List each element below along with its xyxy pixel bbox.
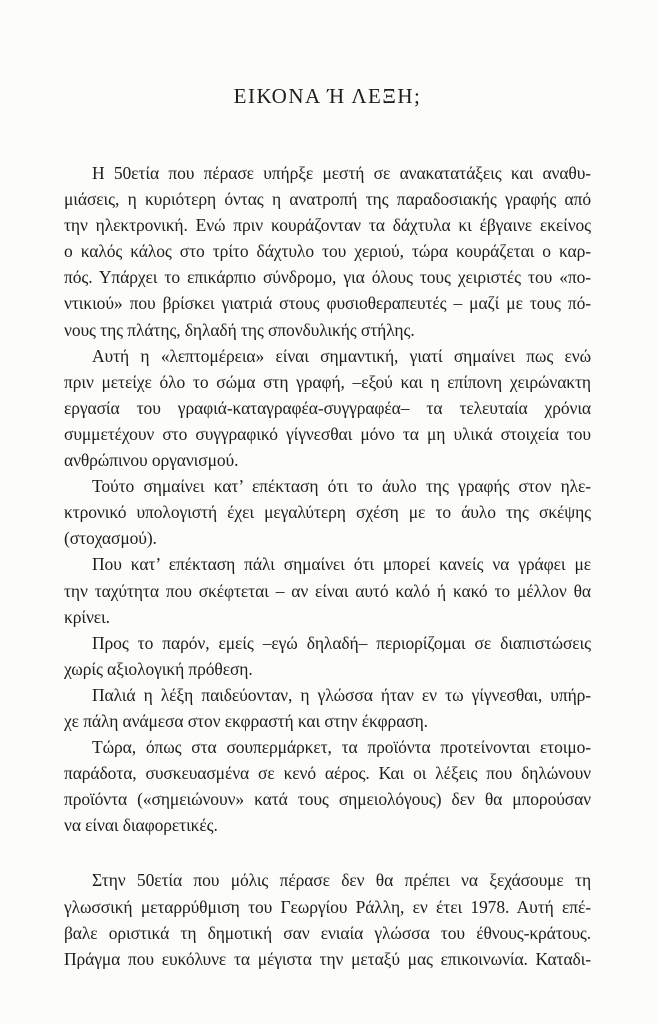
text-line: μιάσεις, η κυριότερη όντας η ανατροπή της παραδοσιακής γραφής από	[64, 189, 591, 210]
paragraph	[64, 682, 591, 734]
text-line: να είναι διαφορετικές.	[64, 815, 218, 836]
paragraph	[64, 551, 591, 629]
text-line: εργασία του γραφιά-καταγραφέα-συγγραφέα– τα τελευταία χρόνια	[64, 397, 591, 418]
text-line: Παλιά η λέξη παιδεύονταν, η γλώσσα ήταν εν τω γίγνεσθαι, υπήρ-	[92, 684, 591, 705]
text-line: γλωσσική μεταρρύθμιση του Γεωργίου Ράλλη, εν έτει 1978. Αυτή επέ-	[64, 896, 591, 917]
text-line: Που κατ’ επέκταση πάλι σημαίνει ότι μπορεί κανείς να γράφει με	[92, 554, 591, 575]
text-line: ντικιού» που βρίσκει γιατριά στους φυσιοθεραπευτές – μαζί με τους πό-	[64, 293, 591, 314]
paragraph	[64, 867, 591, 971]
text-line: χε πάλη ανάμεσα στον εκφραστή και στην έκφραση.	[64, 710, 428, 731]
text-line: παράδοτα, συσκευασμένα σε κενό αέρος. Και οι λέξεις που δηλώνουν	[64, 763, 591, 784]
text-line: ο καλός κάλος στο τρίτο δάχτυλο του χεριού, τώρα κουράζεται ο καρ-	[64, 241, 591, 262]
text-line: Πράγμα που ευκόλυνε τα μέγιστα την μεταξύ μας επικοινωνία. Καταδι-	[64, 948, 591, 969]
text-line: ανθρώπινου οργανισμού.	[64, 450, 239, 471]
text-line: πριν μετείχε όλο το σώμα στη γραφή, –εξού και η επίπονη χειρώνακτη	[64, 371, 591, 392]
text-line: προϊόντα («σημειώνουν» κατά τους σημειολόγους) δεν θα μπορούσαν	[64, 789, 591, 810]
text-line: την ταχύτητα που σκέφτεται – αν είναι αυτό καλό ή κακό το μέλλον θα	[64, 580, 591, 601]
text-line: κρίνει.	[64, 606, 110, 627]
text-line: Η 50ετία που πέρασε υπήρξε μεστή σε ανακατατάξεις και αναθυ-	[92, 163, 591, 183]
page-title: ΕΙΚΟΝΑ Ή ΛΕΞΗ;	[233, 84, 422, 108]
text-line: Αυτή η «λεπτομέρεια» είναι σημαντική, γιατί σημαίνει πως ενώ	[92, 345, 591, 366]
paragraph	[64, 343, 591, 473]
text-line: συμμετέχουν στο συγγραφικό γίγνεσθαι μόνο τα μη υλικά στοιχεία του	[64, 423, 591, 444]
text-line: Τούτο σημαίνει κατ’ επέκταση ότι το άυλο της γραφής στον ηλε-	[92, 476, 591, 497]
paragraph	[64, 630, 591, 682]
paragraph	[64, 160, 591, 343]
text-line: (στοχασμού).	[64, 528, 157, 549]
text-line: την ηλεκτρονική. Ενώ πριν κουράζονταν τα δάχτυλα κι έβγαινε εκείνος	[64, 215, 591, 236]
text-line: κτρονικό υπολογιστή έχει μεγαλύτερη σχέση με το άυλο της σκέψης	[64, 502, 591, 523]
body-text	[64, 160, 591, 972]
text-line: Προς το παρόν, εμείς –εγώ δηλαδή– περιορίζομαι σε διαπιστώσεις	[92, 632, 591, 653]
text-line: νους της πλάτης, δηλαδή της σπονδυλικής στήλης.	[64, 319, 415, 340]
text-line: πός. Υπάρχει το επικάρπιο σύνδρομο, για όλους τους χειριστές του «πο-	[64, 267, 591, 288]
text-line: χωρίς αξιολογική πρόθεση.	[64, 658, 253, 679]
text-line: Στην 50ετία που μόλις πέρασε δεν θα πρέπει να ξεχάσουμε τη	[92, 870, 591, 891]
text-line: Τώρα, όπως στα σουπερμάρκετ, τα προϊόντα προτείνονται ετοιμο-	[92, 737, 591, 758]
text-line: βαλε οριστικά τη δημοτική σαν ενιαία γλώσσα του έθνους-κράτους.	[64, 922, 591, 943]
paragraph	[64, 734, 591, 838]
paragraph	[64, 473, 591, 551]
